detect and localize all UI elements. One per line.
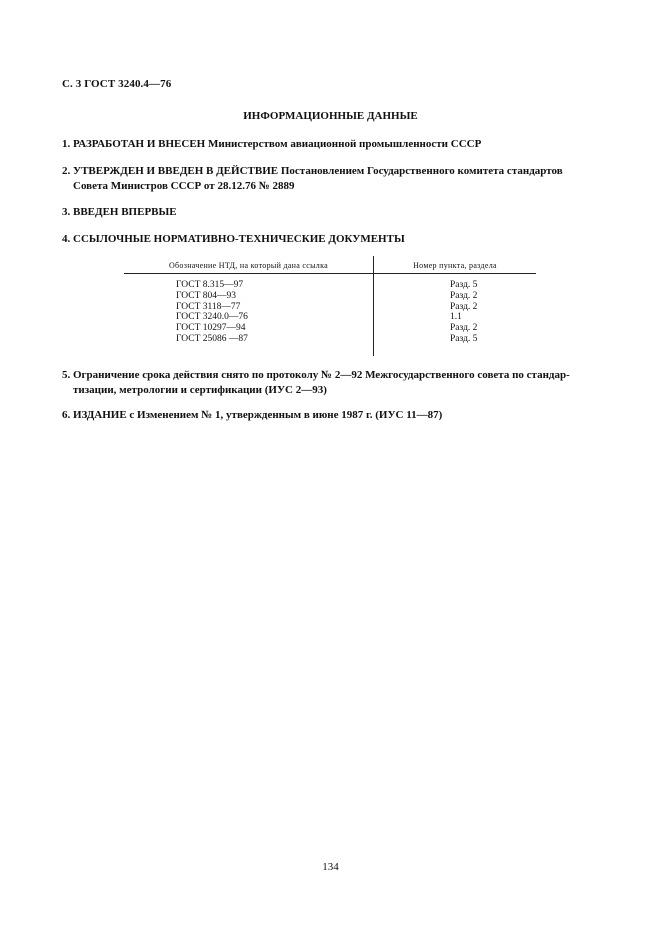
section-title: ИНФОРМАЦИОННЫЕ ДАННЫЕ: [243, 110, 418, 122]
item-lead: УТВЕРЖДЕН И ВВЕДЕН В ДЕЙСТВИЕ: [73, 165, 279, 177]
table-cell-document: ГОСТ 25086 —87: [176, 333, 248, 344]
table-header-divider: [124, 273, 536, 274]
info-item-approved: [62, 164, 607, 194]
table-header-section: Номер пункта, раздела: [413, 261, 497, 270]
item-text-continued: Совета Министров СССР от 28.12.76 № 2889: [73, 180, 295, 192]
item-text: Министерством авиационной промышленности СССР: [207, 138, 482, 150]
item-text: Ограничение срока действия снято по протоколу № 2—92 Межгосударственного совета по стандар-: [73, 369, 570, 381]
item-number: 5.: [62, 369, 71, 381]
reference-table: [124, 256, 536, 356]
table-body: [124, 280, 536, 345]
table-row: [124, 302, 536, 313]
page-header: С. 3 ГОСТ 3240.4—76: [62, 78, 172, 90]
table-cell-section: Разд. 2: [450, 301, 478, 312]
table-cell-document: ГОСТ 3240.0—76: [176, 312, 248, 323]
item-text: ИЗДАНИЕ с Изменением № 1, утвержденным в июне 1987 г. (ИУС 11—87): [73, 409, 443, 421]
table-cell-document: ГОСТ 10297—94: [176, 323, 246, 334]
table-cell-section: Разд. 2: [450, 290, 478, 301]
table-row: [124, 312, 536, 323]
table-row: [124, 280, 536, 291]
item-number: 1.: [62, 138, 71, 150]
item-number: 4.: [62, 233, 71, 245]
table-cell-section: Разд. 2: [450, 323, 478, 334]
table-cell-document: ГОСТ 8.315—97: [176, 280, 244, 290]
table-row: [124, 291, 536, 302]
info-item-edition: [62, 408, 607, 423]
table-cell-section: 1.1: [450, 312, 462, 323]
item-text-continued: тизации, метрологии и сертификации (ИУС 2—93): [73, 384, 327, 396]
item-text: Постановлением Государственного комитета стандартов: [280, 165, 563, 177]
table-cell-document: ГОСТ 3118—77: [176, 301, 241, 312]
table-cell-section: Разд. 5: [450, 333, 478, 344]
table-row: [124, 334, 536, 345]
table-cell-document: ГОСТ 804—93: [176, 290, 236, 301]
item-number: 2.: [62, 165, 71, 177]
table-header-document: Обозначение НТД, на который дана ссылка: [168, 261, 329, 270]
item-number: 3.: [62, 206, 71, 218]
info-item-developed: [62, 137, 607, 152]
table-row: [124, 323, 536, 334]
item-lead: РАЗРАБОТАН И ВНЕСЕН: [73, 138, 206, 150]
item-lead: ССЫЛОЧНЫЕ НОРМАТИВНО-ТЕХНИЧЕСКИЕ ДОКУМЕНТЫ: [73, 233, 405, 245]
info-item-reference-docs: [62, 232, 607, 247]
page-number: 134: [322, 861, 339, 873]
info-item-first-introduced: [62, 205, 607, 220]
table-cell-section: Разд. 5: [450, 280, 478, 290]
info-item-validity-limit: [62, 368, 607, 398]
item-number: 6.: [62, 409, 71, 421]
item-lead: ВВЕДЕН ВПЕРВЫЕ: [73, 206, 177, 218]
